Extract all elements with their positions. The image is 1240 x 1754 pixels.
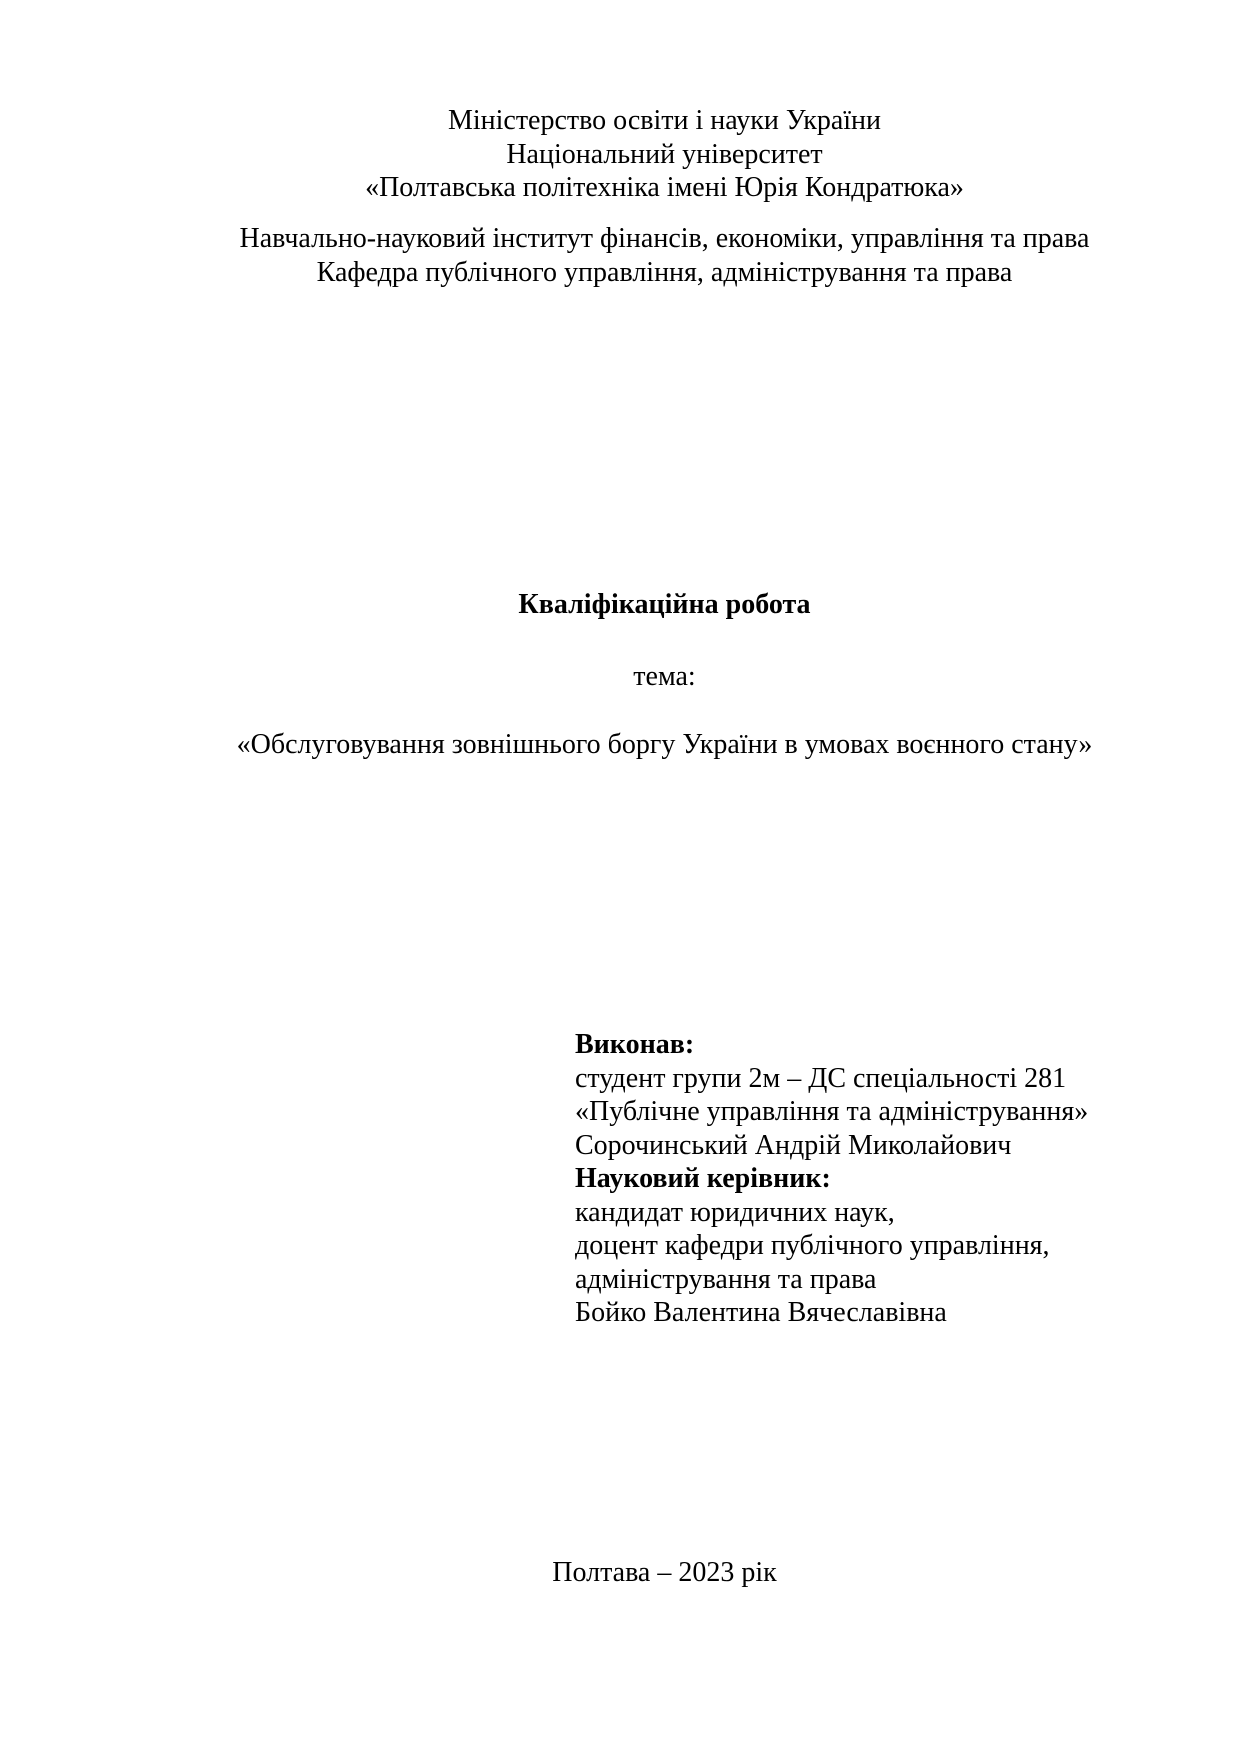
supervisor-line-4: Бойко Валентина Вячеславівна	[575, 1297, 947, 1328]
executor-line-1: студент групи 2м – ДС спеціальності 281	[575, 1062, 1067, 1094]
university-line: Національний університет	[506, 138, 823, 170]
supervisor-line-1: кандидат юридичних наук,	[575, 1196, 895, 1228]
executor-line-2: «Публічне управління та адміністрування»	[575, 1096, 1089, 1127]
city-year-line: Полтава – 2023 рік	[552, 1557, 777, 1588]
credits-block	[575, 1028, 1088, 1330]
work-type-heading: Кваліфікаційна робота	[518, 589, 811, 620]
header-institute-block	[177, 222, 1152, 289]
executor-line-3: Сорочинський Андрій Миколайович	[575, 1129, 1012, 1161]
institute-line: Навчально-науковий інститут фінансів, економіки, управління та права	[239, 223, 1090, 254]
theme-label: тема:	[633, 661, 696, 692]
header-ministry-block	[177, 104, 1152, 205]
university-name-line: «Полтавська політехніка імені Юрія Кондратюка»	[365, 172, 964, 203]
department-line: Кафедра публічного управління, адміністрування та права	[316, 256, 1013, 288]
supervisor-label: Науковий керівник:	[575, 1163, 831, 1194]
ministry-line: Міністерство освіти і науки України	[447, 105, 882, 136]
work-title: «Обслуговування зовнішнього боргу України в умовах воєнного стану»	[236, 729, 1093, 760]
supervisor-line-2: доцент кафедри публічного управління,	[575, 1230, 1050, 1261]
executor-label: Виконав:	[575, 1029, 695, 1060]
supervisor-line-3: адміністрування та права	[575, 1263, 877, 1295]
